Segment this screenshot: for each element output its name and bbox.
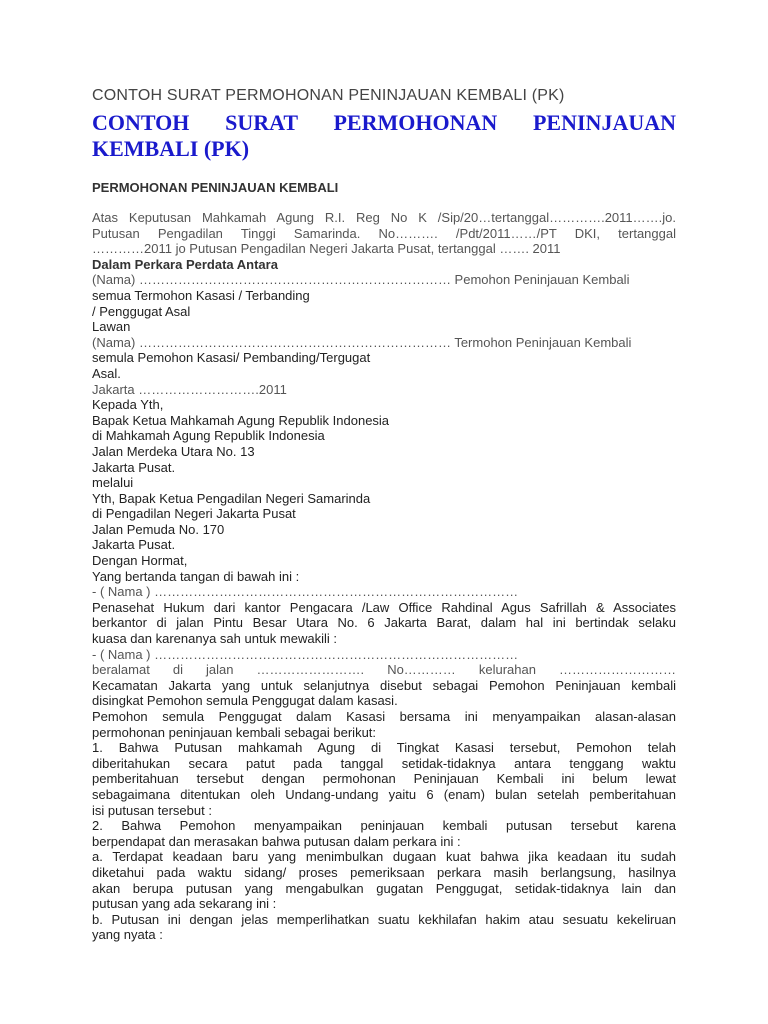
addressee-name: Bapak Ketua Mahkamah Agung Republik Indonesia [92, 412, 390, 428]
reason-2-line-2: berpendapat dan merasakan bahwa putusan dalam perkara ini : [92, 833, 461, 849]
counsel-name-line: - ( Nama ) ………………………………………………………………………… [92, 584, 519, 600]
reason-2b-line-1: b. Putusan ini dengan jelas memperlihatkan suatu kekhilafan hakim atau sesuatu kekeliruan [92, 911, 676, 927]
reason-2a-line-4: putusan yang ada sekarang ini : [92, 896, 277, 912]
decision-ref-line-1: Atas Keputusan Mahkamah Agung R.I. Reg No K /Sip/20…tertanggal………….2011…….jo. [92, 210, 676, 225]
addressee-street: Jalan Merdeka Utara No. 13 [92, 443, 255, 459]
reason-1-line-2: diberitahukan secara patut pada tanggal setidak-tidaknya antara tenggang waktu [92, 755, 676, 771]
reason-1-line-3: pemberitahuan tersebut dengan permohonan Peninjauan Kembali ini belum lewat [92, 771, 676, 787]
big-title-line-2: KEMBALI (PK) [92, 136, 250, 161]
counsel-desc-2: berkantor di jalan Pintu Besar Utara No. 6 Jakarta Barat, dalam hal ini bertindak selaku [92, 615, 676, 631]
reason-2a-line-2: diketahui pada waktu sidang/ proses pemeriksaan perkara masih berlangsung, hasilnya [92, 864, 676, 880]
petitioner-line: (Nama) ……………………………………………………………… Pemohon Peninjauan Kembali [92, 272, 630, 288]
petitioner-role-1: semua Termohon Kasasi / Terbanding [92, 287, 310, 303]
place-date-line: Jakarta ……………………….2011 [92, 381, 287, 397]
via-street: Jalan Pemuda No. 170 [92, 521, 225, 537]
client-desc-1: Kecamatan Jakarta yang untuk selanjutnya disebut sebagai Pemohon Peninjauan kembali [92, 677, 676, 693]
addressee-greeting: Kepada Yth, [92, 397, 164, 413]
respondent-role-2: Asal. [92, 365, 121, 381]
client-desc-2: disingkat Pemohon semula Penggugat dalam kasasi. [92, 693, 398, 709]
small-title: CONTOH SURAT PERMOHONAN PENINJAUAN KEMBALI (PK) [92, 87, 565, 104]
addressee-office: di Mahkamah Agung Republik Indonesia [92, 428, 325, 444]
big-title-line-1: CONTOH SURAT PERMOHONAN PENINJAUAN [92, 110, 676, 135]
reason-1-line-5: isi putusan tersebut : [92, 802, 212, 818]
client-address-line: beralamat di jalan ……………………. No………… kelurahan ……………………… [92, 662, 676, 678]
case-heading: Dalam Perkara Perdata Antara [92, 256, 278, 272]
document-page [92, 86, 676, 943]
reason-1-line-4: sebagaimana ditentukan oleh Undang-undang yaitu 6 (enam) bulan setelah pemberitahuan [92, 786, 676, 802]
counsel-desc-1: Penasehat Hukum dari kantor Pengacara /Law Office Rahdinal Agus Safrillah & Associates [92, 599, 676, 615]
via-name: Yth, Bapak Ketua Pengadilan Negeri Samarinda [92, 490, 371, 506]
addressee-city: Jakarta Pusat. [92, 459, 176, 475]
via-office: di Pengadilan Negeri Jakarta Pusat [92, 506, 296, 522]
reason-1-line-1: 1. Bahwa Putusan mahkamah Agung di Tingkat Kasasi tersebut, Pemohon telah [92, 740, 676, 756]
reasons-intro-2: permohonan peninjauan kembali sebagai berikut: [92, 724, 377, 740]
via-label: melalui [92, 475, 134, 491]
reasons-intro-1: Pemohon semula Penggugat dalam Kasasi bersama ini menyampaikan alasan-alasan [92, 709, 676, 724]
counsel-desc-3: kuasa dan karenanya sah untuk mewakili : [92, 631, 337, 647]
decision-ref-line-2: Putusan Pengadilan Tinggi Samarinda. No………. /Pdt/2011……/PT DKI, tertanggal [92, 225, 676, 241]
section-title: PERMOHONAN PENINJAUAN KEMBALI [92, 180, 339, 195]
undersigned-intro: Yang bertanda tangan di bawah ini : [92, 568, 300, 584]
decision-ref-line-3: …………2011 jo Putusan Pengadilan Negeri Jakarta Pusat, tertanggal ……. 2011 [92, 241, 561, 257]
respondent-role-1: semula Pemohon Kasasi/ Pembanding/Tergugat [92, 350, 371, 366]
salutation: Dengan Hormat, [92, 553, 188, 569]
letter-body [92, 210, 676, 943]
reason-2a-line-1: a. Terdapat keadaan baru yang menimbulkan dugaan kuat bahwa jika keadaan itu sudah [92, 849, 676, 865]
reason-2-line-1: 2. Bahwa Pemohon menyampaikan peninjauan kembali putusan tersebut karena [92, 818, 676, 834]
versus-label: Lawan [92, 319, 131, 335]
client-name-line: - ( Nama ) ………………………………………………………………………… [92, 646, 519, 662]
reason-2a-line-3: akan berupa putusan yang mengabulkan gugatan Penggugat, setidak-tidaknya lain dan [92, 880, 676, 896]
via-city: Jakarta Pusat. [92, 537, 176, 553]
petitioner-role-2: / Penggugat Asal [92, 303, 191, 319]
respondent-line: (Nama) ……………………………………………………………… Termohon Peninjauan Kembali [92, 334, 632, 350]
reason-2b-line-2: yang nyata : [92, 927, 163, 943]
